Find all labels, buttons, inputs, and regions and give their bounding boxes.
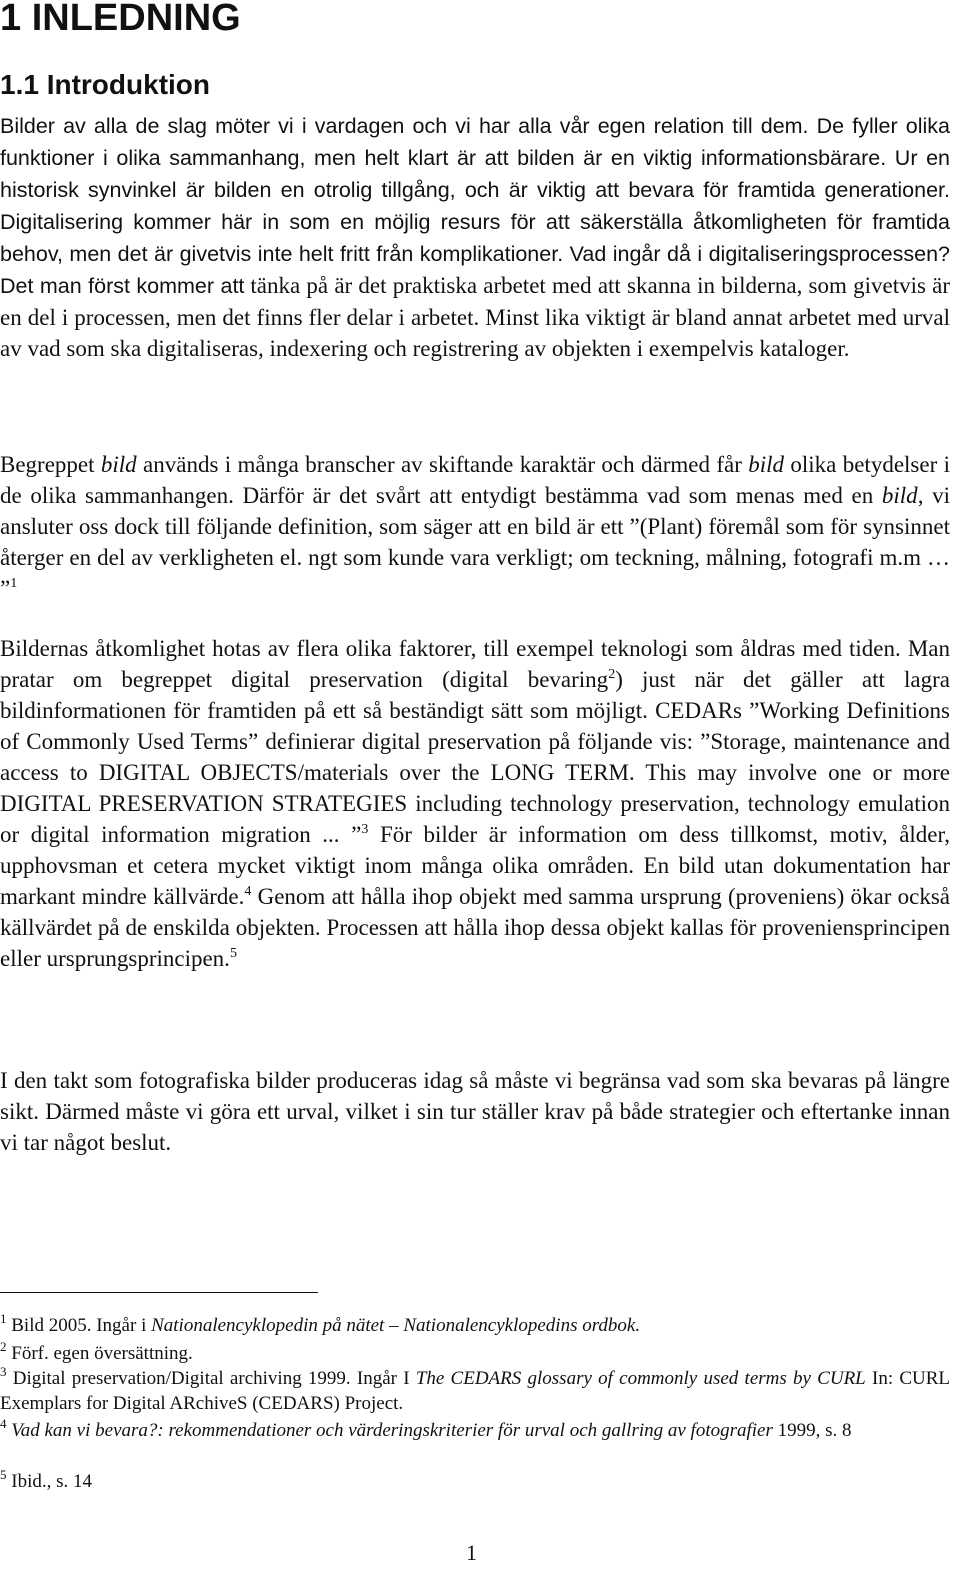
text: Förf. egen översättning. <box>6 1343 193 1364</box>
paragraph-intro <box>0 110 950 364</box>
footnote-number: 5 <box>0 1467 7 1482</box>
footnote-ref-1: 1 <box>10 576 18 591</box>
section-heading: 1.1 Introduktion <box>0 69 210 100</box>
emphasis: The CEDARS glossary of commonly used terms by CURL <box>415 1368 866 1389</box>
text: Ibid., s. 14 <box>6 1471 92 1492</box>
text: olika betydelser i de olika sammanhangen. Därför är det svårt att entydigt bestämma vad som menas med en <box>0 452 950 508</box>
footnote-1 <box>0 1313 950 1338</box>
emphasis: bild <box>100 452 137 477</box>
text: Digital preservation/Digital archiving 1999. Ingår I <box>6 1368 416 1389</box>
text: För bilder är information om dess tillkomst, motiv, ålder, upphovsman et cetera mycket viktigt inom många olika områden. En bild utan dokumentation har markant mindre källvärde. <box>0 822 950 909</box>
footnote-3 <box>0 1366 950 1416</box>
footnote-4 <box>0 1418 950 1443</box>
emphasis: Vad kan vi bevara?: rekommendationer och värderingskriterier för urval och gallring av fotografier <box>6 1420 773 1441</box>
footnote-ref-3: 3 <box>361 822 369 837</box>
footnote-number: 3 <box>0 1364 7 1379</box>
text: In: CURL Exemplars for Digital ARchiveS (CEDARS) Project. <box>0 1368 951 1414</box>
paragraph-intro-serif-text: tänka på är det praktiska arbetet med att skanna in bilderna, som givetvis är en del i processen, men det finns fler delar i arbetet. Minst lika viktigt är bland annat arbetet med urval av vad som ska digitaliseras, indexering och registrering av objekten i exempelvis kataloger. <box>0 273 951 361</box>
footnote-ref-4: 4 <box>244 884 252 899</box>
paragraph-selection: I den takt som fotografiska bilder produceras idag så måste vi begränsa vad som ska bevaras på längre sikt. Därmed måste vi göra ett urval, vilket i sin tur ställer krav på både strategier och eftertanke innan vi tar något beslut. <box>0 1068 950 1155</box>
emphasis: bild <box>881 483 918 508</box>
text: 1999, s. 8 <box>772 1420 852 1441</box>
text: Bildernas åtkomlighet hotas av flera olika faktorer, till exempel teknologi som åldras med tiden. Man pratar om begreppet digital preservation (digital bevaring <box>0 636 950 692</box>
text: ) just när det gäller att lagra bildinformationen för framtiden på ett så beständigt sätt som möjligt. CEDARs ”Working Definitions of Commonly Used Terms” definierar digital preservation på följande vis: ”Storage, maintenance and access to DIGITAL OBJECTS/materials over the LONG TERM. This may involve one or more DIGITAL PRESERVATION STRATEGIES including technology preservation, technology emulation or digital information migration ... ” <box>0 667 951 847</box>
chapter-heading: 1 INLEDNING <box>0 0 241 39</box>
emphasis: Nationalencyklopedin på nätet – Nationalencyklopedins ordbok. <box>151 1315 641 1336</box>
footnote-number: 4 <box>0 1416 7 1431</box>
paragraph-preservation <box>0 633 950 974</box>
footnote-ref-5: 5 <box>229 946 237 961</box>
text: Begreppet <box>0 452 101 477</box>
footnote-2 <box>0 1341 950 1366</box>
text: Genom att hålla ihop objekt med samma ursprung (proveniens) ökar också källvärdet på de enskilda objekten. Processen att hålla ihop dessa objekt kallas för proveniensprincipen eller ursprungsprincipen. <box>0 884 950 971</box>
text: Bild 2005. Ingår i <box>6 1315 152 1336</box>
emphasis: bild <box>748 452 784 477</box>
page-number: 1 <box>466 1540 477 1565</box>
footnote-5 <box>0 1469 950 1494</box>
text: , vi ansluter oss dock till följande definition, som säger att en bild är ett ”(Plant) föremål som för synsinnet återger en del av verkligheten el. ngt som kunde vara verkligt; om teckning, målning, fotografi m.m … ” <box>0 483 951 601</box>
paragraph-intro-sans-text: Bilder av alla de slag möter vi i vardagen och vi har alla vår egen relation till dem. De fyller olika funktioner i olika sammanhang, men helt klart är att bilden är en viktig informationsbärare. Ur en historisk synvinkel är bilden en otrolig tillgång, och är viktig att bevara för framtida generationer. Digitalisering kommer här in som en möjlig resurs för att säkerställa åtkomligheten för framtida behov, men det är givetvis inte helt fritt från komplikationer. Vad ingår då i digitaliseringsprocessen? Det man först kommer att <box>0 114 950 298</box>
footnote-separator <box>0 1292 318 1293</box>
footnote-number: 1 <box>0 1311 7 1326</box>
paragraph-definition <box>0 449 950 604</box>
footnote-number: 2 <box>0 1339 7 1354</box>
text: används i många branscher av skiftande karaktär och därmed får <box>136 452 749 477</box>
footnote-ref-2: 2 <box>608 667 616 682</box>
